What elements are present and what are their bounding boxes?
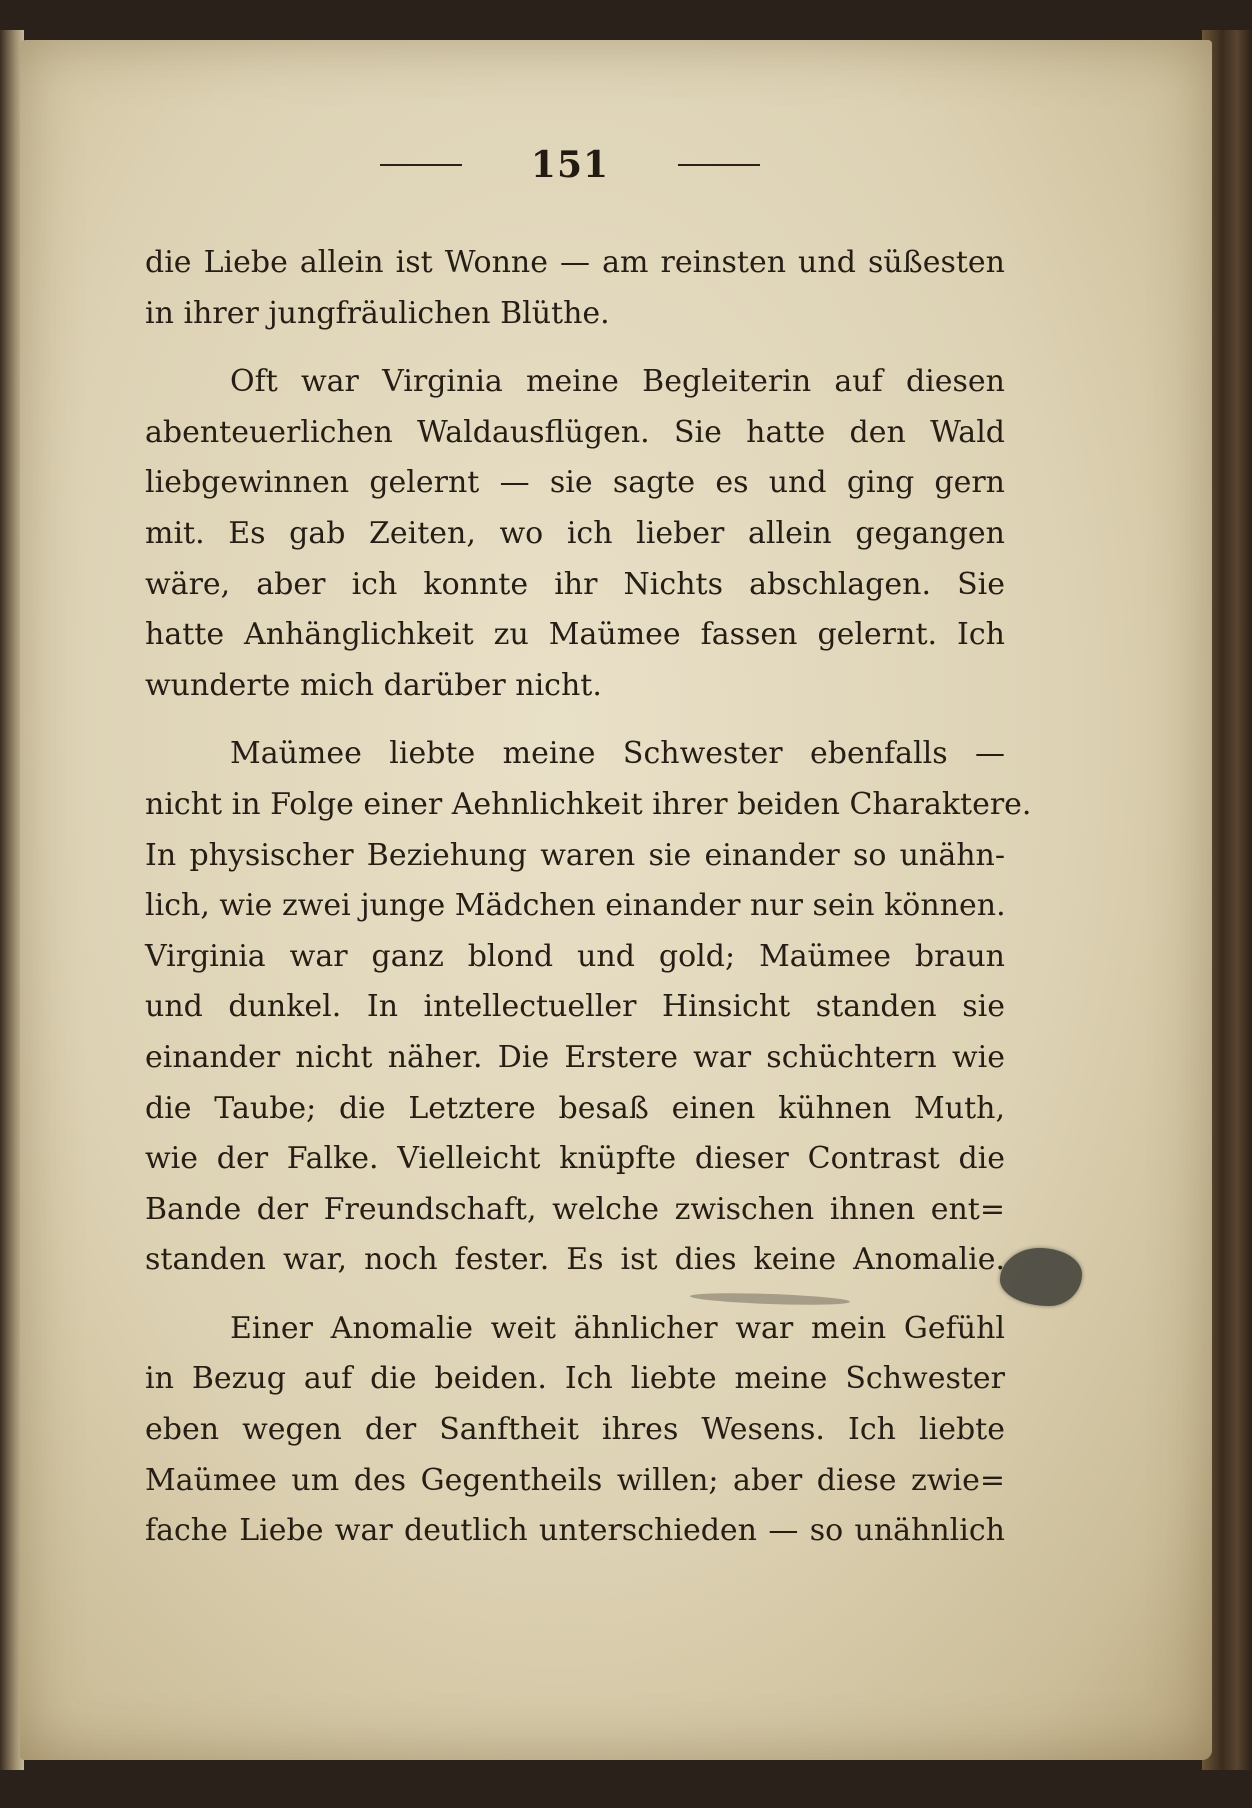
text-line: einander nicht näher. Die Erstere war schüchtern wie <box>145 1039 1005 1075</box>
text-line: fache Liebe war deutlich unterschieden — so unähnlich <box>145 1513 1005 1549</box>
header-rule-right <box>678 164 760 166</box>
text-line: wunderte mich darüber nicht. <box>145 667 602 703</box>
paragraph-2 <box>145 357 1005 711</box>
text-line: liebgewinnen gelernt — sie sagte es und ging gern <box>145 465 1005 501</box>
text-line: in Bezug auf die beiden. Ich liebte meine Schwester <box>145 1361 1005 1397</box>
text-line: wäre, aber ich konnte ihr Nichts abschlagen. Sie <box>145 566 1005 602</box>
paragraph-3 <box>145 729 1032 1286</box>
text-line: Oft war Virginia meine Begleiterin auf diesen <box>230 364 1005 400</box>
text-line: standen war, noch fester. Es ist dies keine Anomalie. <box>145 1242 1005 1278</box>
text-line: hatte Anhänglichkeit zu Maümee fassen gelernt. Ich <box>145 617 1005 653</box>
text-line: nicht in Folge einer Aehnlichkeit ihrer beiden Charaktere. <box>145 786 1032 822</box>
text-line: die Taube; die Letztere besaß einen kühnen Muth, <box>145 1090 1005 1126</box>
paragraph-4 <box>145 1304 1005 1557</box>
text-line: In physischer Beziehung waren sie einander so unähn- <box>145 837 1005 873</box>
body-text <box>145 238 1032 1557</box>
header-rule-left <box>380 164 462 166</box>
text-line: lich, wie zwei junge Mädchen einander nur sein können. <box>145 888 1006 924</box>
ink-stain <box>1000 1248 1082 1306</box>
text-line: Maümee liebte meine Schwester ebenfalls — <box>230 736 1005 772</box>
text-line: abenteuerlichen Waldausflügen. Sie hatte den Wald <box>145 414 1005 450</box>
page-number: 151 <box>530 144 610 186</box>
text-line: Maümee um des Gegentheils willen; aber diese zwie= <box>145 1462 1005 1498</box>
text-line: Virginia war ganz blond und gold; Maümee braun <box>145 938 1005 974</box>
text-line: eben wegen der Sanftheit ihres Wesens. Ich liebte <box>145 1412 1005 1448</box>
text-line: die Liebe allein ist Wonne — am reinsten und süßesten <box>145 245 1005 280</box>
paragraph-1 <box>145 238 1005 339</box>
text-line: mit. Es gab Zeiten, wo ich lieber allein gegangen <box>145 515 1005 551</box>
text-line: Bande der Freundschaft, welche zwischen ihnen ent= <box>145 1191 1005 1227</box>
text-line: in ihrer jungfräulichen Blüthe. <box>145 295 610 331</box>
text-line: wie der Falke. Vielleicht knüpfte dieser Contrast die <box>145 1141 1005 1177</box>
page-header <box>380 140 760 190</box>
text-line: und dunkel. In intellectueller Hinsicht standen sie <box>145 989 1005 1025</box>
text-line: Einer Anomalie weit ähnlicher war mein Gefühl <box>230 1310 1005 1346</box>
